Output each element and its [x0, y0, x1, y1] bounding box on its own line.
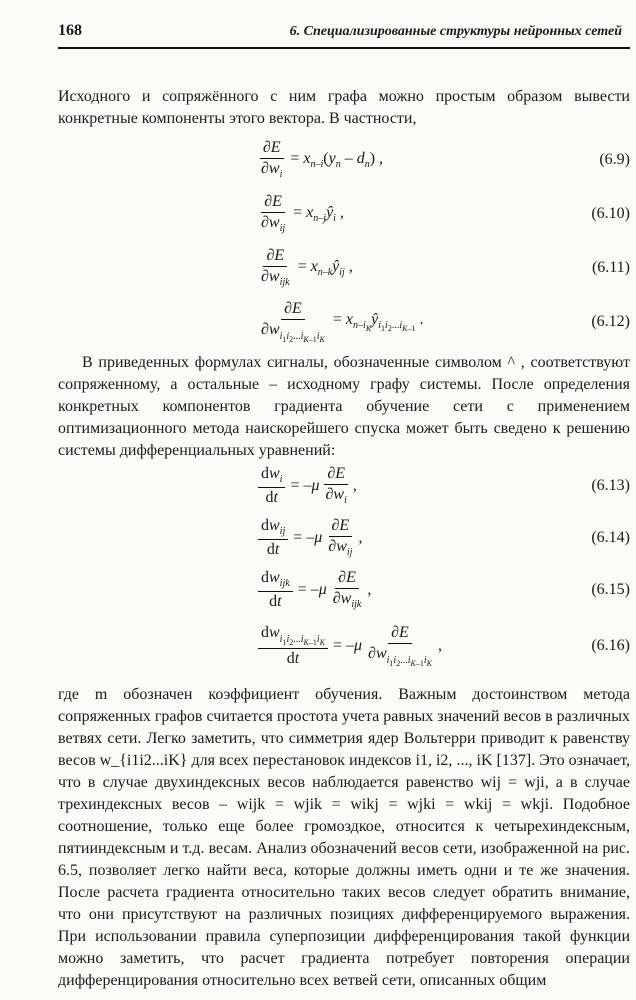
equation-6-9	[150, 136, 630, 184]
paragraph-signals: В приведенных формулах сигналы, обозначенные символом ^ , соответствуют сопряженному, а остальные – исходному графу системы. После определения конкретных компонентов градиента обучение сети с применением оптимизационного метода наискорейшего спуска может быть сведено к решению системы дифференциальных уравнений:	[58, 354, 630, 459]
equation-number: (6.11)	[591, 259, 630, 276]
equation-body: $\frac{dw_{i_1i_2...i_{K-1}i_K}}{dt}$ = –μ $\frac{\partial E}{\partial w_{i_1i_2...i_{K-1}i_K}}$ ,	[255, 622, 442, 670]
equation-body: $\frac{\partial E}{\partial w_i}$ = $x_{n-i}(y_n - d_n)$ ,	[261, 139, 384, 181]
equation-body: $\frac{\partial E}{\partial w_{ijk}}$ = $x_{n-k}ŷ_{ij}$ ,	[261, 247, 353, 289]
paragraph-intro: Исходного и сопряжённого с ним графа можно простым образом вывести конкретные компоненты этого вектора. В частности,	[58, 88, 630, 127]
equation-number: (6.12)	[591, 313, 630, 330]
equation-6-11	[150, 244, 630, 292]
equation-number: (6.10)	[591, 205, 630, 222]
paragraph-learning-coefficient: где m обозначен коэффициент обучения. Важным достоинством метода сопряженных графов считается простота учета равных значений весов в различных ветвях сети. Легко заметить, что симметрия ядер Вольтерри приводит к равенству весов w_{i1i2...iK} для всех перестановок индексов i1, i2, ..., iK [137]. Это означает, что в случае двухиндексных весов наблюдается равенство wij = wji, а в случае трехиндексных весов – wijk = wjik = wikj = wjki = wkij = wkji. Подобное соотношение, только еще более громоздкое, относится к четырехиндексным, пятииндексным и т.д. весам. Анализ обозначений весов сети, изображенной на рис. 6.5, позволяет легко найти веса, которые должны иметь одни и те же значения. После расчета градиента относительно таких весов следует обратить внимание, что они присутствуют на различных позициях дифференцируемого выражения. При использовании правила суперпозиции дифференцирования такой функции можно заметить, что расчет градиента потребует повторения операции дифференцирования относительно всех ветвей сети, описанных общим	[58, 686, 630, 989]
equation-body: $\frac{dw_{ij}}{dt}$ = –μ $\frac{\partial E}{\partial w_{ij}}$ ,	[255, 514, 362, 562]
equation-number: (6.14)	[591, 529, 630, 546]
equation-number: (6.15)	[591, 581, 630, 598]
equation-body: $\frac{dw_i}{dt}$ = –μ $\frac{\partial E}{\partial w_i}$ ,	[255, 462, 357, 510]
equation-body: $\frac{\partial E}{\partial w_{ij}}$ = $x_{n-j}ŷ_i$ ,	[261, 193, 344, 235]
equation-6-16	[150, 622, 630, 670]
equation-6-13	[150, 462, 630, 510]
equation-6-14	[150, 514, 630, 562]
page-number: 168	[58, 22, 82, 39]
equation-6-10	[150, 190, 630, 238]
equation-body: $\frac{\partial E}{\partial w_{i_1i_2...i_{K-1}i_K}}$ = $x_{n-i_K}ŷ_{i_1i_2...i_{K-1}}$ .	[261, 300, 424, 344]
equation-number: (6.16)	[591, 637, 630, 654]
equation-number: (6.9)	[599, 151, 630, 168]
equation-number: (6.13)	[591, 477, 630, 494]
running-header-title: 6. Специализированные структуры нейронных сетей	[289, 24, 622, 39]
equation-6-12	[150, 298, 630, 346]
equation-body: $\frac{dw_{ijk}}{dt}$ = –μ $\frac{\partial E}{\partial w_{ijk}}$ ,	[255, 566, 371, 614]
equation-6-15	[150, 566, 630, 614]
header-rule	[58, 47, 630, 49]
